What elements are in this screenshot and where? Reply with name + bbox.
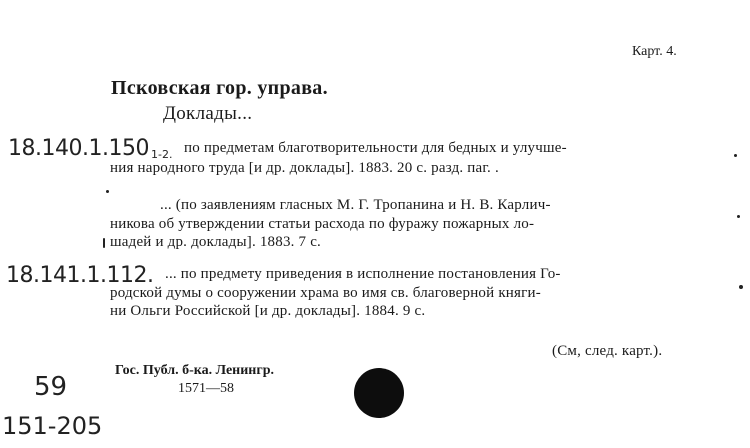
entry-line: родской думы о сооружении храма во имя св. благоверной княги- xyxy=(110,285,541,301)
speck-mark xyxy=(103,238,105,248)
handwritten-range: 151-205 xyxy=(2,412,103,440)
speck-mark xyxy=(737,215,740,218)
library-stamp-line2: 1571—58 xyxy=(178,381,234,396)
entry-line: ни Ольги Российской [и др. доклады]. 1884. 9 с. xyxy=(110,303,426,319)
entry-line: ния народного труда [и др. доклады]. 1883. 20 с. разд. паг. . xyxy=(110,160,499,176)
speck-mark xyxy=(739,285,743,289)
handwritten-number: 59 xyxy=(34,372,68,402)
entry-line: по предметам благотворительности для бедных и улучше- xyxy=(184,140,567,156)
entry-line: ... по предмету приведения в исполнение постановления Го- xyxy=(165,266,561,282)
call-number: 18.141.1.112. xyxy=(6,263,154,288)
continuation-note: (См, след. карт.). xyxy=(552,343,663,359)
entry-line: ... (по заявлениям гласных М. Г. Тропанина и Н. В. Карлич- xyxy=(160,197,551,213)
call-number: 18.140.1.150 xyxy=(8,136,149,161)
library-stamp-line1: Гос. Публ. б-ка. Ленингр. xyxy=(115,363,275,378)
entry-line: никова об утверждении статьи расхода по фуражу пожарных ло- xyxy=(110,216,535,232)
speck-mark xyxy=(734,154,737,157)
card-subheading: Доклады... xyxy=(163,103,253,124)
call-number-suffix: 1-2. xyxy=(151,148,173,161)
card-heading: Псковская гор. управа. xyxy=(111,77,328,99)
card-number: Карт. 4. xyxy=(632,44,677,59)
speck-mark xyxy=(106,190,109,193)
punch-hole xyxy=(354,368,404,418)
entry-line: шадей и др. доклады]. 1883. 7 с. xyxy=(110,234,322,250)
